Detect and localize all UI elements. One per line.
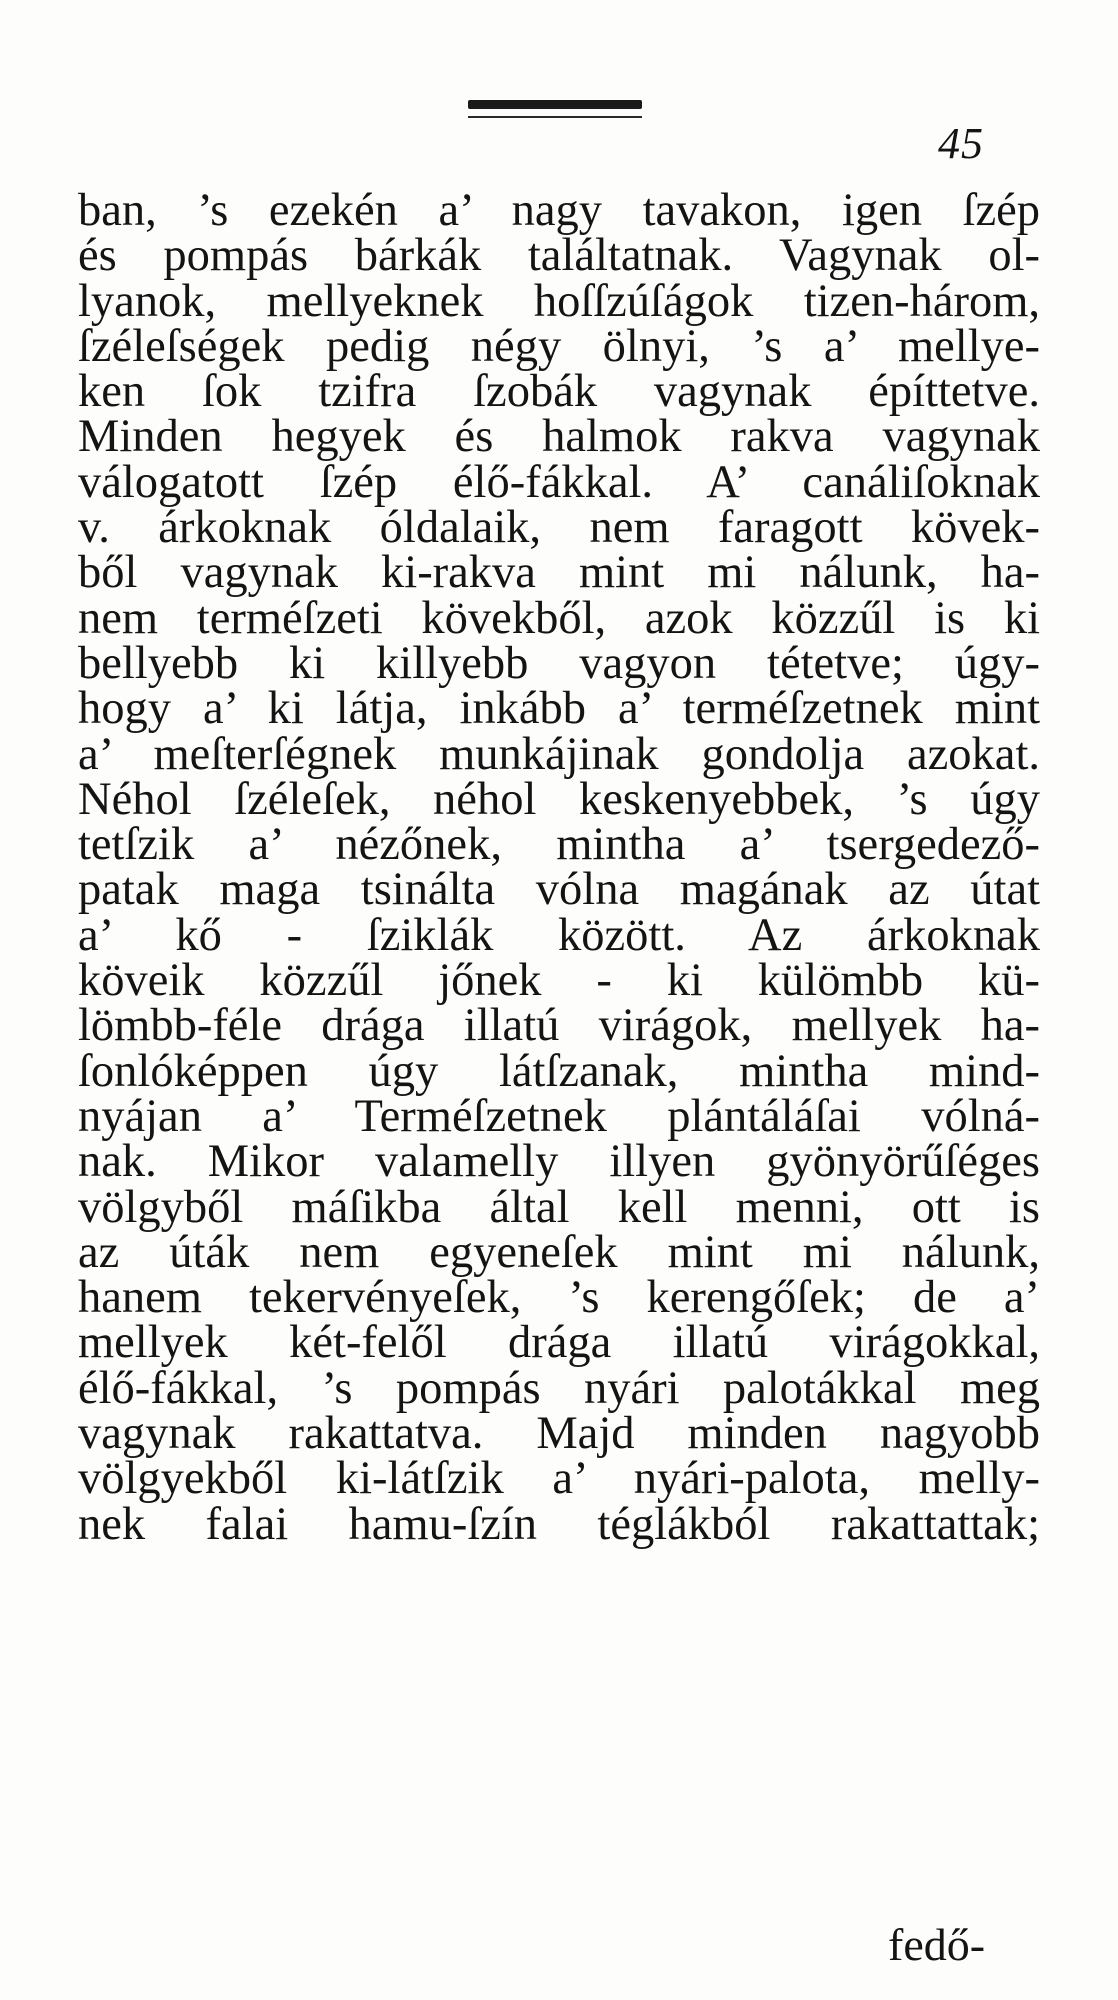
text-line: nyájan a’ Terméſzetnek plántáláſai vólná- xyxy=(78,1090,1040,1142)
text-line: ken ſok tzifra ſzobák vagynak építtetve. xyxy=(78,366,1040,418)
text-line: hanem tekervényeſek, ’s kerengőſek; de a’ xyxy=(78,1272,1040,1324)
text-line: a’ kő - ſziklák között. Az árkoknak xyxy=(78,909,1040,961)
text-line: ſonlóképpen úgy látſzanak, mintha mind- xyxy=(78,1045,1040,1097)
body-text xyxy=(78,185,1040,1550)
text-line: vagynak rakattatva. Majd minden nagyobb xyxy=(78,1408,1040,1460)
text-line: völgyből máſikba által kell menni, ott is xyxy=(78,1181,1040,1233)
text-line: völgyekből ki-látſzik a’ nyári-palota, melly- xyxy=(78,1453,1040,1505)
text-line: és pompás bárkák találtatnak. Vagynak ol- xyxy=(78,230,1040,282)
text-line: köveik közzűl jőnek - ki külömbb kü- xyxy=(78,955,1040,1007)
text-line: hogy a’ ki látja, inkább a’ terméſzetnek mint xyxy=(78,683,1040,735)
text-line: patak maga tsinálta vólna magának az útat xyxy=(78,864,1040,916)
text-line: ban, ’s ezekén a’ nagy tavakon, igen ſzép xyxy=(78,185,1040,236)
catchword: fedő- xyxy=(888,1919,986,1970)
text-line: Minden hegyek és halmok rakva vagynak xyxy=(78,411,1040,463)
text-line: a’ meſterſégnek munkájinak gondolja azokat. xyxy=(78,728,1040,780)
text-line: nak. Mikor valamelly illyen gyönyörűſéges xyxy=(78,1136,1040,1188)
header-thin-rule xyxy=(468,116,642,118)
text-line: Néhol ſzéleſek, néhol keskenyebbek, ’s úgy xyxy=(78,773,1040,825)
page-number: 45 xyxy=(938,119,984,168)
text-line: nem terméſzeti kövekből, azok közzűl is ki xyxy=(78,592,1040,644)
text-line: tetſzik a’ nézőnek, mintha a’ tsergedező- xyxy=(78,819,1040,871)
text-line: élő-fákkal, ’s pompás nyári palotákkal meg xyxy=(78,1362,1040,1414)
text-line: válogatott ſzép élő-fákkal. A’ canáliſoknak xyxy=(78,456,1040,508)
text-line: lyanok, mellyeknek hoſſzúſágok tizen-három, xyxy=(78,275,1040,327)
text-line: nek falai hamu-ſzín téglákból rakattattak; xyxy=(78,1498,1040,1550)
text-line: mellyek két-felől drága illatú virágokkal, xyxy=(78,1317,1040,1369)
text-line: v. árkoknak óldalaik, nem faragott kövek- xyxy=(78,502,1040,554)
text-line: az úták nem egyeneſek mint mi nálunk, xyxy=(78,1226,1040,1278)
text-line: ſzéleſségek pedig négy ölnyi, ’s a’ mellye- xyxy=(78,320,1040,372)
header-ornament-rule xyxy=(468,100,642,109)
text-line: bellyebb ki killyebb vagyon tétetve; úgy- xyxy=(78,637,1040,689)
text-line: lömbb-féle drága illatú virágok, mellyek ha- xyxy=(78,1000,1040,1052)
text-line: ből vagynak ki-rakva mint mi nálunk, ha- xyxy=(78,547,1040,599)
